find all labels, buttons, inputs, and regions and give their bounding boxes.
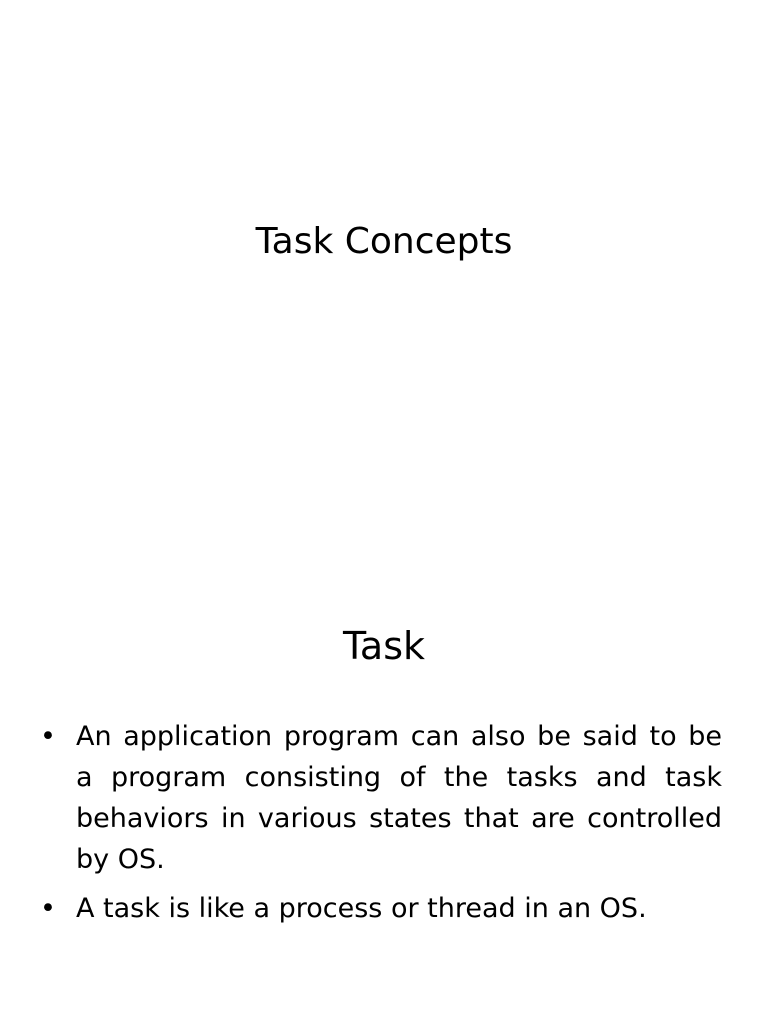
bullet-item: [38, 716, 722, 880]
slide-title: Task: [342, 624, 425, 668]
bullet-text: A task is like a process or thread in an OS.: [76, 893, 647, 924]
bullet-item: [38, 888, 722, 929]
slide-title: Task Concepts: [255, 221, 513, 262]
bullet-text: An application program can also be said to be a program consisting of the tasks and task behaviors in various states that are controlled by OS.: [76, 721, 722, 875]
bullet-list: [38, 716, 722, 937]
slide-task: [0, 512, 768, 1024]
